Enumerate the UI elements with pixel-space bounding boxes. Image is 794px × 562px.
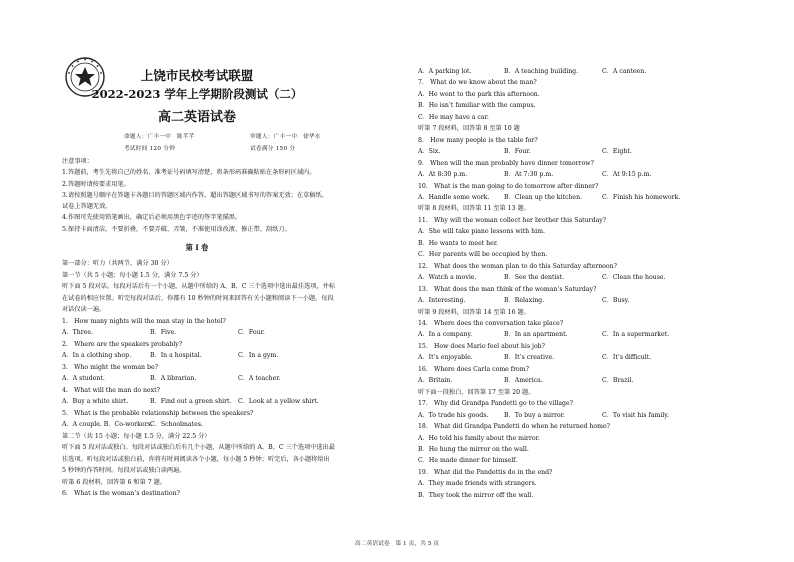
exam-alliance-title: 上饶市民校考试联盟: [140, 68, 254, 83]
answer-option: A．A couple. B．Co-workers.: [62, 421, 153, 428]
answer-option: A．Britain.: [418, 377, 453, 385]
question-line: A．They made friends with strangers.: [418, 480, 537, 488]
note-line: 2.答题时请按要求用笔。: [62, 180, 130, 188]
answer-option: A．To trade his goods.: [418, 411, 489, 419]
exam-full-score: 试卷满分 150 分: [250, 146, 296, 152]
answer-option: A．At 8:30 p.m.: [418, 171, 468, 179]
question-line: 18. What did Grandpa Pandetti do when he returned home?: [418, 423, 610, 431]
question-line: 7. What do we know about the man?: [418, 79, 537, 87]
question-line: 听第 9 段材料，回答第 14 至第 16 题。: [418, 308, 530, 316]
question-line: 听第 7 段材料，回答第 8 至第 10 题: [418, 125, 520, 133]
exam-notes: [62, 156, 392, 235]
question-line: 14. Where does the conversation take place?: [418, 319, 564, 327]
answer-option: A．In a company.: [418, 331, 473, 339]
answer-option: B．Relaxing.: [504, 297, 545, 305]
question-line: B．He wants to meet her.: [418, 239, 499, 247]
question-line: C．He may have a car.: [418, 113, 489, 121]
note-line: 5.保持卡面清洁，不要折叠，不要弄破、弄皱，不准使用涂改液、修正带、刮纸刀。: [62, 225, 291, 233]
question-line: 第二节（共 15 小题；每小题 1.5 分，满分 22.5 分）: [62, 432, 211, 440]
question-line: A．He told his family about the mirror.: [418, 434, 540, 442]
left-column-questions: [62, 258, 392, 500]
question-line: 1. How many nights will the man stay in the hotel?: [62, 317, 226, 325]
option-row: [418, 66, 758, 77]
question-line: 11. Why will the woman collect her brother this Saturday?: [418, 216, 607, 224]
answer-option: C．Look at a yellow shirt.: [238, 398, 319, 405]
question-line: 10. What is the man going to do tomorrow after dinner?: [418, 182, 599, 190]
answer-option: C．In a gym.: [238, 352, 279, 359]
option-row: [418, 169, 758, 180]
answer-option: B．A librarian.: [150, 375, 197, 382]
question-line: 对话仅读一遍。: [62, 306, 106, 313]
answer-option: C．A teacher.: [238, 375, 281, 382]
note-line: 试卷上答题无效。: [62, 203, 112, 211]
note-line: 3.请按照题号顺序在答题卡各题目的答题区域内作答，超出答题区域书写的答案无效；在草稿纸、: [62, 191, 328, 199]
right-column-questions: [418, 66, 758, 501]
option-row: [62, 350, 392, 362]
answer-option: B．In a hospital.: [150, 352, 202, 359]
answer-option: A．Buy a white shirt.: [62, 398, 129, 405]
answer-option: A．Interesting.: [418, 297, 466, 305]
question-line: 15. How does Mario feel about his job?: [418, 342, 545, 350]
question-line: 第一部分：听力（共两节，满分 30 分）: [62, 260, 173, 267]
option-row: [418, 272, 758, 283]
answer-option: B．See the dentist.: [504, 274, 565, 282]
option-row: [418, 352, 758, 363]
answer-option: B．To buy a mirror.: [504, 411, 565, 419]
answer-option: B．Five.: [150, 329, 177, 336]
exam-info-line: [124, 144, 295, 152]
question-line: 8. How many people is the table for?: [418, 136, 538, 144]
option-row: [62, 419, 392, 431]
question-line: 5. What is the probable relationship between the speakers?: [62, 409, 254, 417]
answer-option: B．A teaching building.: [504, 68, 579, 75]
answer-option: B．Find out a green shirt.: [150, 398, 232, 405]
option-row: [418, 375, 758, 386]
answer-option: A．Six.: [418, 148, 441, 156]
question-line: B．They took the mirror off the wall.: [418, 491, 534, 499]
answer-option: [238, 419, 358, 431]
note-line: 4.作图可先使用铅笔画出，确定后必须用黑色字迹的签字笔描黑。: [62, 214, 242, 222]
question-line: A．She will take piano lessons with him.: [418, 228, 545, 236]
question-line: 4. What will the man do next?: [62, 386, 160, 394]
answer-option: B．Clean up the kitchen.: [504, 193, 583, 201]
exam-duration: 考试时间 120 分钟: [124, 146, 176, 152]
question-line: 19. What did the Pandettis do in the end?: [418, 468, 553, 476]
exam-term-title: 2022-2023 学年上学期阶段测试（二）: [91, 87, 303, 101]
answer-option: C．At 9:15 p.m.: [602, 171, 652, 179]
answer-option: A．Handle some work.: [418, 193, 490, 201]
answer-option: C．In a supermarket.: [602, 331, 670, 339]
section-title: 第 I 卷: [185, 243, 209, 252]
option-row: [418, 410, 758, 421]
author-line: [124, 132, 321, 140]
question-line: 第一节（共 5 小题；每小题 1.5 分，满分 7.5 分）: [62, 271, 203, 279]
answer-option: A．A parking lot.: [418, 68, 472, 75]
question-line: B．He hung the mirror on the wall.: [418, 445, 529, 453]
answer-option: C．Finish his homework.: [602, 193, 681, 201]
answer-option: B．It’s creative.: [504, 354, 555, 362]
question-line: 12. What does the woman plan to do this Saturday afternoon?: [418, 262, 617, 270]
answer-option: A．In a clothing shop.: [62, 352, 132, 359]
answer-option: B．Four.: [504, 148, 531, 156]
question-line: 在试卷的相应位置。听完每段对话后，你都有 10 秒钟的时间来回答有关小题和阅读下一小题。每段: [62, 294, 334, 302]
reviewer-text: 审题人：广丰一中 徐华水: [250, 134, 321, 140]
option-row: [62, 396, 392, 408]
question-line: 听第 6 段材料，回答第 6 和第 7 题。: [62, 478, 167, 486]
question-line: 6. What is the woman’s destination?: [62, 490, 180, 497]
answer-option: B．In an apartment.: [504, 331, 568, 339]
note-line: 注意事项：: [62, 158, 93, 165]
note-line: 1.答题前，考生先将自己的姓名、准考证号码填写清楚，将条形码准确粘贴在条形码区域内。: [62, 169, 316, 177]
answer-option: A．Watch a movie.: [418, 274, 477, 282]
question-line: 听第 8 段材料，回答第 11 至第 13 题。: [418, 205, 530, 213]
question-line: A．He went to the park this afternoon.: [418, 90, 540, 98]
question-line: 2. Where are the speakers probably?: [62, 340, 183, 348]
option-row: [418, 146, 758, 157]
answer-option: C．Eight.: [602, 148, 632, 156]
author-text: 命题人：广丰一中 陈芊芊: [124, 134, 195, 140]
option-row: [418, 295, 758, 306]
question-line: 13. What does the man think of the woman’s Saturday?: [418, 285, 597, 293]
answer-option: A．It’s enjoyable.: [418, 354, 473, 362]
answer-option: B．At 7:30 p.m.: [504, 171, 554, 179]
answer-option: C．A canteen.: [602, 68, 647, 75]
question-line: 听下面 5 段对话或独白。每段对话或独白后有几个小题，从题中所给的 A、B、C 三个选项中选出最: [62, 444, 336, 451]
question-line: 佳选项。听每段对话或独白前，你将有时间阅读各个小题，每小题 5 秒钟；听完后，各小题将给出: [62, 455, 330, 463]
question-line: 听下面一段独白，回答第 17 至第 20 题。: [418, 388, 535, 396]
option-row: [418, 329, 758, 340]
exam-subject-title: 高二英语试卷: [157, 110, 236, 125]
option-row: [62, 373, 392, 385]
answer-option: C．Brazil.: [602, 377, 634, 385]
answer-option: C．Four.: [238, 329, 265, 336]
question-line: C．Her parents will be occupied by then.: [418, 251, 548, 259]
answer-option: C．It’s difficult.: [602, 354, 652, 362]
question-line: 16. Where does Carla come from?: [418, 365, 529, 373]
option-row: [418, 192, 758, 203]
question-line: 9. When will the man probably have dinner tomorrow?: [418, 159, 594, 167]
question-line: 17. Why did Grandpa Pandetti go to the village?: [418, 400, 573, 408]
answer-option: C．To visit his family.: [602, 411, 669, 419]
question-line: C．He made dinner for himself.: [418, 457, 518, 465]
question-line: 听下面 5 段对话。每段对话后有一个小题，从题中所给的 A、B、C 三个选项中选出最佳选项，并标: [62, 283, 336, 290]
question-line: 5 秒钟的作答时间。每段对话或独白读两遍。: [62, 467, 186, 474]
answer-option: C．Schoolmates.: [150, 421, 203, 428]
question-line: 3. Who might the woman be?: [62, 363, 158, 371]
answer-option: A．A student.: [62, 375, 105, 382]
answer-option: A．Three.: [62, 329, 94, 336]
page-footer: 高二英语试卷 第 1 页，共 5 页: [354, 541, 440, 547]
answer-option: C．Busy.: [602, 297, 630, 305]
answer-option: C．Clean the house.: [602, 274, 666, 282]
option-row: [62, 327, 392, 339]
answer-option: B．America.: [504, 377, 543, 385]
question-line: B．He isn’t familiar with the campus.: [418, 102, 536, 110]
